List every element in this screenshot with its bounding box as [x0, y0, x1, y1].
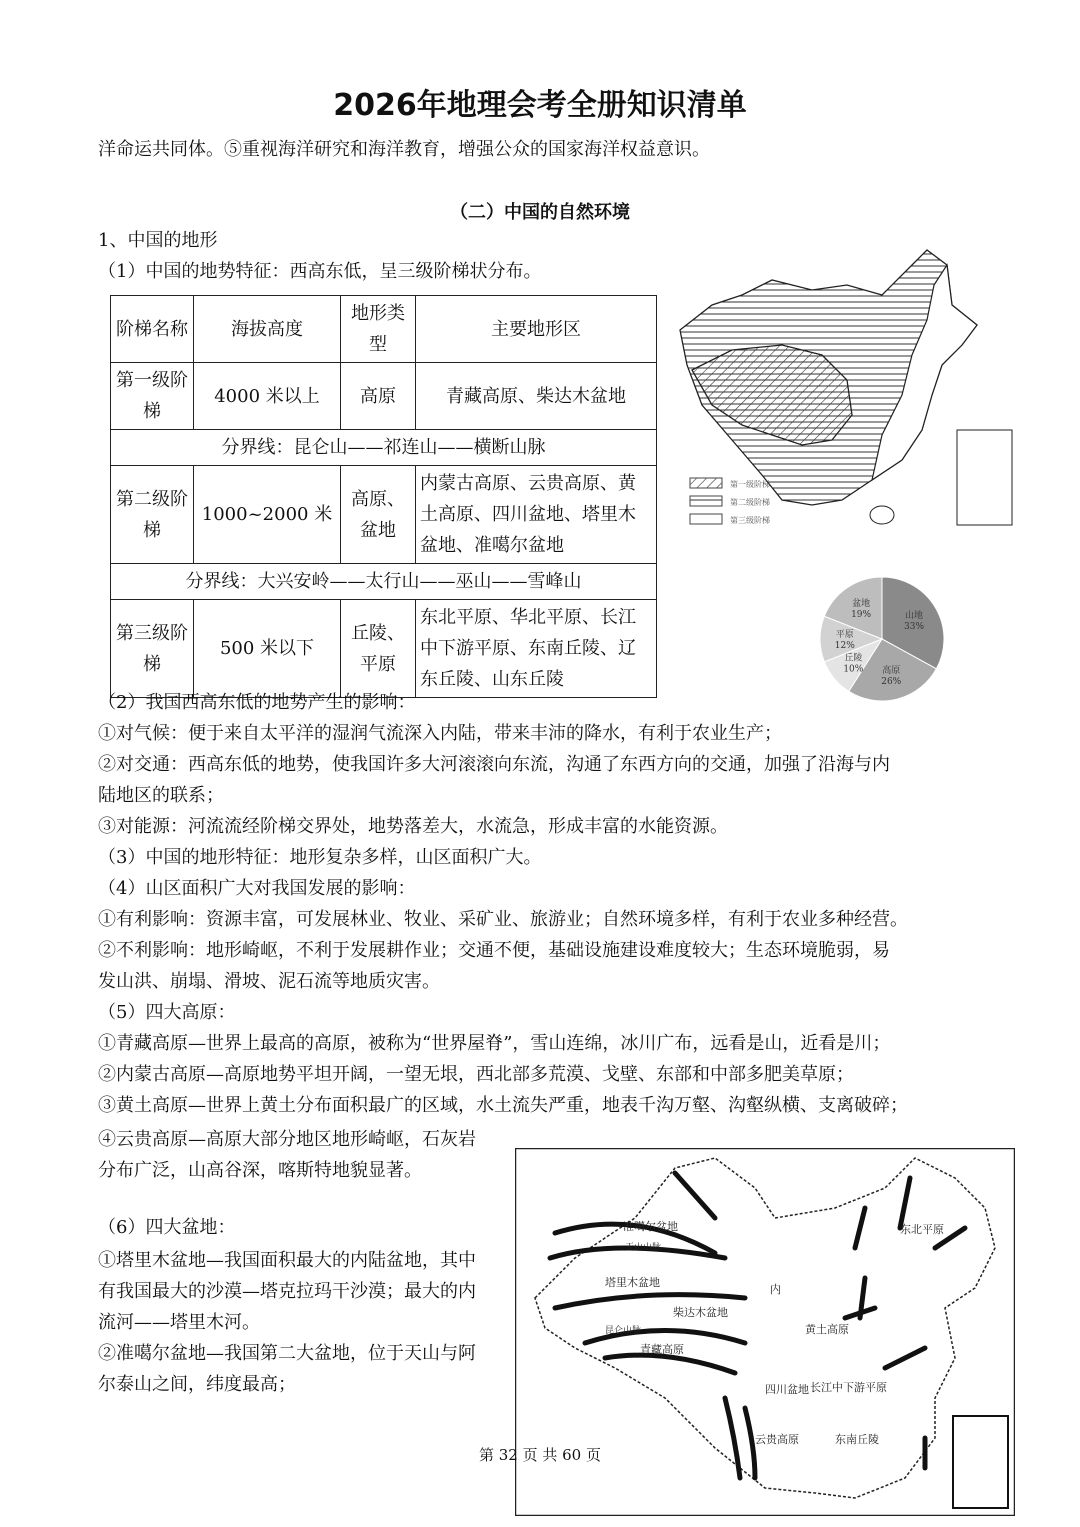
map-label: 昆仑山脉: [605, 1326, 642, 1336]
pie-value-label: 10%: [843, 664, 864, 675]
pie-label: 丘陵: [844, 653, 863, 664]
body-line: （2）我国西高东低的地势产生的影响：: [98, 692, 416, 713]
map-label: 柴达木盆地: [673, 1306, 728, 1319]
map-label: 内: [770, 1283, 781, 1296]
basin-heading: （6）四大盆地：: [98, 1217, 236, 1238]
body-line: ②不利影响：地形崎岖，不利于发展耕作业；交通不便，基础设施建设难度较大；生态环境脆弱，易: [98, 940, 890, 961]
cell: 4000 米以上: [194, 363, 341, 430]
body-line: ①对气候：便于来自太平洋的湿润气流深入内陆，带来丰沛的降水，有利于农业生产；: [98, 723, 782, 744]
cell: 第三级阶梯: [111, 600, 194, 698]
divider-row: 分界线：昆仑山——祁连山——横断山脉: [111, 430, 657, 466]
body-line: 尔泰山之间，纬度最高；: [98, 1374, 296, 1395]
cell: 青藏高原、柴达木盆地: [416, 363, 657, 430]
map-label: 准噶尔盆地: [623, 1220, 678, 1233]
map-label: 长江中下游平原: [810, 1381, 887, 1394]
page-footer: 第 32 页 共 60 页: [478, 1446, 601, 1464]
cell: 1000~2000 米: [194, 466, 341, 564]
cell: 第二级阶梯: [111, 466, 194, 564]
map-label: 东南丘陵: [835, 1433, 879, 1446]
terrain-steps-map: [672, 245, 1017, 545]
page-title: 2026年地理会考全册知识清单: [333, 88, 747, 123]
header-cell: 地形类型: [341, 296, 416, 363]
map-label: 四川盆地: [765, 1383, 809, 1396]
pie-value-label: 26%: [881, 677, 902, 688]
terrain-steps-table: [110, 295, 657, 698]
cell: 500 米以下: [194, 600, 341, 698]
body-line: 陆地区的联系；: [98, 785, 224, 806]
heading-terrain: 1、中国的地形: [98, 230, 218, 251]
pie-label: 高原: [882, 666, 901, 677]
intro-line: 洋命运共同体。⑤重视海洋研究和海洋教育，增强公众的国家海洋权益意识。: [98, 139, 710, 160]
header-cell: 海拔高度: [194, 296, 341, 363]
cell: 东北平原、华北平原、长江中下游平原、东南丘陵、辽东丘陵、山东丘陵: [416, 600, 657, 698]
body-line: 流河——塔里木河。: [98, 1312, 260, 1333]
body-line: ①青藏高原—世界上最高的高原，被称为“世界屋脊”，雪山连绵，冰川广布，远看是山，近看是川；: [98, 1033, 891, 1054]
body-line: ②准噶尔盆地—我国第二大盆地，位于天山与阿: [98, 1343, 476, 1364]
body-line: ④云贵高原—高原大部分地区地形崎岖，石灰岩: [98, 1129, 476, 1150]
legend-label: 第二级阶梯: [730, 498, 770, 507]
body-line: （3）中国的地形特征：地形复杂多样，山区面积广大。: [98, 847, 542, 868]
map-label: 青藏高原: [640, 1343, 684, 1356]
cell: 丘陵、平原: [341, 600, 416, 698]
body-line: ③对能源：河流流经阶梯交界处，地势落差大，水流急，形成丰富的水能资源。: [98, 816, 728, 837]
terrain-pie-chart: [810, 575, 960, 705]
body-line: （4）山区面积广大对我国发展的影响：: [98, 878, 416, 899]
cell: 第一级阶梯: [111, 363, 194, 430]
section-title: （二）中国的自然环境: [450, 202, 630, 223]
map-legend: [690, 478, 770, 525]
pie-label: 山地: [905, 611, 924, 622]
body-line: 发山洪、崩塌、滑坡、泥石流等地质灾害。: [98, 971, 440, 992]
map-label: 塔里木盆地: [605, 1276, 660, 1289]
divider-row: 分界线：大兴安岭——太行山——巫山——雪峰山: [111, 564, 657, 600]
body-line: （5）四大高原：: [98, 1002, 236, 1023]
body-line: ①有利影响：资源丰富，可发展林业、牧业、采矿业、旅游业；自然环境多样，有利于农业多种经营。: [98, 909, 908, 930]
legend-label: 第一级阶梯: [730, 480, 770, 489]
pie-label: 平原: [835, 630, 854, 640]
cell: 高原: [341, 363, 416, 430]
body-line: 分布广泛，山高谷深，喀斯特地貌显著。: [98, 1160, 422, 1181]
body-line: ②内蒙古高原—高原地势平坦开阔，一望无垠，西北部多荒漠、戈壁、东部和中部多肥美草原；: [98, 1064, 854, 1085]
map-label: 云贵高原: [755, 1433, 799, 1446]
cell: 内蒙古高原、云贵高原、黄土高原、四川盆地、塔里木盆地、准噶尔盆地: [416, 466, 657, 564]
pie-value-label: 19%: [851, 610, 872, 621]
body-line: 有我国最大的沙漠—塔克拉玛干沙漠；最大的内: [98, 1281, 476, 1302]
pie-label: 盆地: [852, 599, 871, 610]
map-label: 东北平原: [900, 1223, 944, 1236]
south-sea-inset: [957, 430, 1012, 525]
legend-label: 第三级阶梯: [730, 516, 770, 525]
body-line: ①塔里木盆地—我国面积最大的内陆盆地，其中: [98, 1250, 476, 1271]
subheading-1: （1）中国的地势特征：西高东低，呈三级阶梯状分布。: [98, 261, 542, 282]
body-line: ③黄土高原—世界上黄土分布面积最广的区域，水土流失严重，地表千沟万壑、沟壑纵横、支离破碎；: [98, 1095, 908, 1116]
map-label: 黄土高原: [805, 1323, 849, 1336]
body-line: ②对交通：西高东低的地势，使我国许多大河滚滚向东流，沟通了东西方向的交通，加强了沿海与内: [98, 754, 890, 775]
pie-value-label: 12%: [834, 641, 855, 651]
header-cell: 阶梯名称: [111, 296, 194, 363]
header-cell: 主要地形区: [416, 296, 657, 363]
pie-value-label: 33%: [904, 622, 925, 633]
cell: 高原、盆地: [341, 466, 416, 564]
map-label: 天山山脉: [625, 1243, 662, 1253]
